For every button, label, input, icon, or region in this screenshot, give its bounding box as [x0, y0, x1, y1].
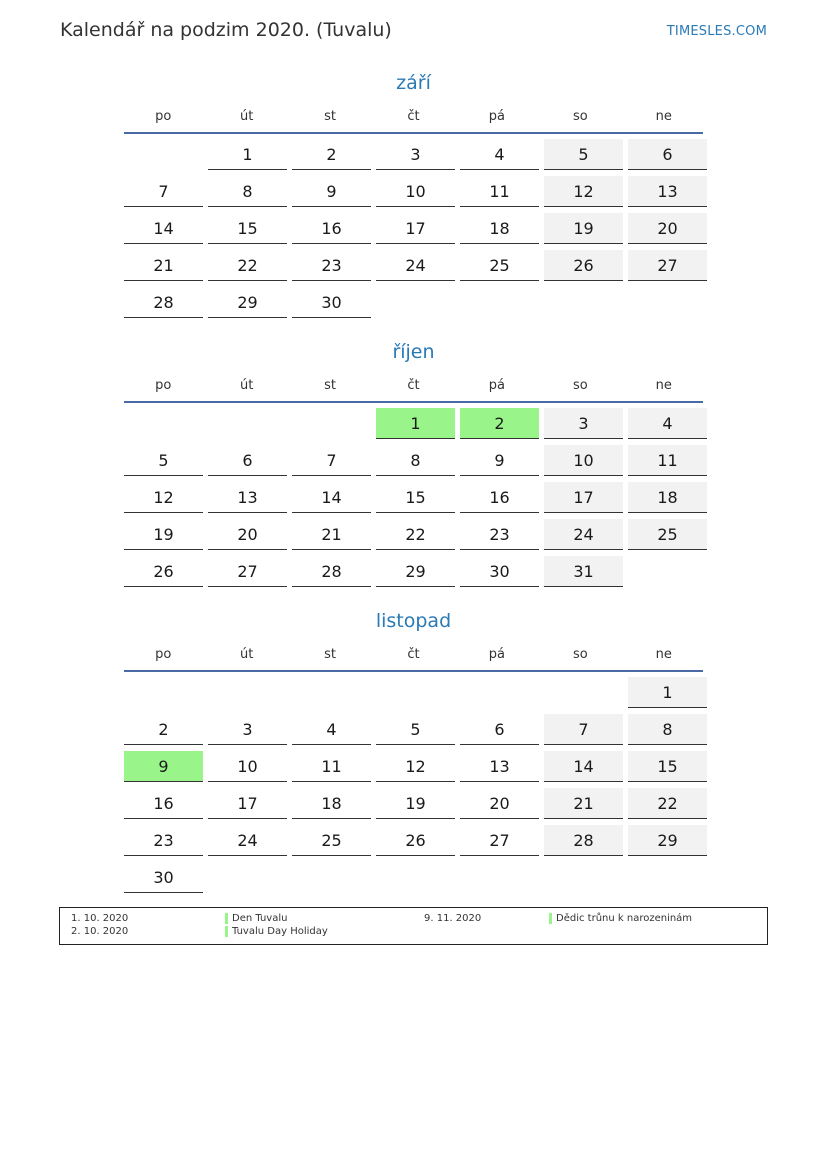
weekday-label: pá: [488, 109, 505, 124]
empty-cell: [124, 677, 203, 707]
day-cell[interactable]: 26: [544, 250, 623, 281]
weekday-label: pá: [488, 378, 505, 393]
day-cell[interactable]: 30: [124, 862, 203, 893]
day-cell[interactable]: 20: [628, 213, 707, 244]
day-cell[interactable]: 6: [628, 139, 707, 170]
holiday-legend: [59, 907, 768, 945]
day-cell[interactable]: 27: [208, 556, 287, 587]
empty-cell: [628, 556, 707, 586]
day-cell[interactable]: 22: [376, 519, 455, 550]
day-cell[interactable]: 1: [628, 677, 707, 708]
day-grid: [124, 677, 703, 893]
header-rule: [124, 401, 703, 403]
day-cell[interactable]: 14: [292, 482, 371, 513]
day-cell[interactable]: 10: [544, 445, 623, 476]
day-cell[interactable]: 25: [628, 519, 707, 550]
weekday-label: so: [572, 109, 588, 124]
holiday-day-cell[interactable]: 1: [376, 408, 455, 439]
month-title: listopad: [375, 610, 452, 632]
legend-holiday-name: Tuvalu Day Holiday: [232, 926, 328, 937]
day-cell[interactable]: 23: [124, 825, 203, 856]
day-cell[interactable]: 28: [292, 556, 371, 587]
day-cell[interactable]: 18: [292, 788, 371, 819]
month-title: září: [396, 72, 431, 94]
weekday-header: [124, 374, 703, 401]
day-cell[interactable]: 17: [208, 788, 287, 819]
empty-cell: [376, 287, 455, 317]
day-cell[interactable]: 25: [292, 825, 371, 856]
weekday-label: st: [324, 378, 336, 393]
day-cell[interactable]: 11: [628, 445, 707, 476]
weekday-label: pá: [488, 647, 505, 662]
day-cell[interactable]: 15: [376, 482, 455, 513]
day-cell[interactable]: 18: [460, 213, 539, 244]
day-cell[interactable]: 24: [544, 519, 623, 550]
day-cell[interactable]: 31: [544, 556, 623, 587]
day-cell[interactable]: 21: [292, 519, 371, 550]
empty-cell: [544, 862, 623, 892]
day-cell[interactable]: 22: [208, 250, 287, 281]
empty-cell: [124, 408, 203, 438]
holiday-day-cell[interactable]: 2: [460, 408, 539, 439]
weekday-header: [124, 643, 703, 670]
day-cell[interactable]: 26: [124, 556, 203, 587]
legend-holiday-name: Den Tuvalu: [232, 913, 288, 924]
empty-cell: [124, 139, 203, 169]
day-cell[interactable]: 2: [292, 139, 371, 170]
day-cell[interactable]: 15: [628, 751, 707, 782]
weekday-label: po: [155, 109, 172, 124]
day-cell[interactable]: 24: [376, 250, 455, 281]
day-cell[interactable]: 20: [460, 788, 539, 819]
empty-cell: [544, 677, 623, 707]
empty-cell: [292, 862, 371, 892]
day-cell[interactable]: 16: [460, 482, 539, 513]
day-cell[interactable]: 16: [124, 788, 203, 819]
day-cell[interactable]: 4: [628, 408, 707, 439]
weekday-label: po: [155, 378, 172, 393]
day-cell[interactable]: 5: [544, 139, 623, 170]
empty-cell: [208, 408, 287, 438]
day-cell[interactable]: 14: [124, 213, 203, 244]
day-cell[interactable]: 28: [124, 287, 203, 318]
legend-holiday-name: Dědic trůnu k narozeninám: [556, 913, 693, 924]
empty-cell: [292, 677, 371, 707]
weekday-label: po: [155, 647, 172, 662]
weekday-label: čt: [407, 109, 420, 124]
weekday-label: ne: [655, 378, 672, 393]
weekday-label: ne: [655, 109, 672, 124]
day-cell[interactable]: 16: [292, 213, 371, 244]
empty-cell: [376, 862, 455, 892]
day-cell[interactable]: 28: [544, 825, 623, 856]
day-cell[interactable]: 19: [544, 213, 623, 244]
day-cell[interactable]: 20: [208, 519, 287, 550]
day-cell[interactable]: 11: [292, 751, 371, 782]
header-rule: [124, 132, 703, 134]
day-grid: [124, 139, 703, 318]
day-cell[interactable]: 22: [628, 788, 707, 819]
day-cell[interactable]: 6: [208, 445, 287, 476]
day-cell[interactable]: 13: [208, 482, 287, 513]
day-cell[interactable]: 9: [292, 176, 371, 207]
day-cell[interactable]: 21: [124, 250, 203, 281]
month-october: [124, 337, 703, 587]
day-cell[interactable]: 6: [460, 714, 539, 745]
empty-cell: [460, 862, 539, 892]
day-cell[interactable]: 29: [208, 287, 287, 318]
holiday-day-cell[interactable]: 9: [124, 751, 203, 782]
holiday-marker: [225, 913, 228, 924]
empty-cell: [460, 677, 539, 707]
day-cell[interactable]: 19: [124, 519, 203, 550]
day-cell[interactable]: 25: [460, 250, 539, 281]
holiday-marker: [549, 913, 552, 924]
day-cell[interactable]: 17: [544, 482, 623, 513]
page-title: Kalendář na podzim 2020. (Tuvalu): [60, 19, 392, 41]
day-cell[interactable]: 17: [376, 213, 455, 244]
day-cell[interactable]: 9: [460, 445, 539, 476]
day-cell[interactable]: 2: [124, 714, 203, 745]
day-cell[interactable]: 23: [292, 250, 371, 281]
weekday-label: út: [239, 109, 254, 124]
weekday-label: st: [324, 647, 336, 662]
day-cell[interactable]: 12: [544, 176, 623, 207]
day-cell[interactable]: 8: [208, 176, 287, 207]
day-cell[interactable]: 5: [376, 714, 455, 745]
day-cell[interactable]: 24: [208, 825, 287, 856]
day-grid: [124, 408, 703, 587]
day-cell[interactable]: 3: [544, 408, 623, 439]
day-cell[interactable]: 23: [460, 519, 539, 550]
header-rule: [124, 670, 703, 672]
weekday-label: ne: [655, 647, 672, 662]
empty-cell: [544, 287, 623, 317]
day-cell[interactable]: 11: [460, 176, 539, 207]
day-cell[interactable]: 1: [208, 139, 287, 170]
weekday-label: st: [324, 109, 336, 124]
day-cell[interactable]: 15: [208, 213, 287, 244]
day-cell[interactable]: 4: [292, 714, 371, 745]
day-cell[interactable]: 3: [376, 139, 455, 170]
day-cell[interactable]: 14: [544, 751, 623, 782]
day-cell[interactable]: 30: [460, 556, 539, 587]
empty-cell: [460, 287, 539, 317]
day-cell[interactable]: 13: [628, 176, 707, 207]
month-title: říjen: [392, 341, 435, 363]
empty-cell: [628, 862, 707, 892]
day-cell[interactable]: 4: [460, 139, 539, 170]
day-cell[interactable]: 13: [460, 751, 539, 782]
day-cell[interactable]: 18: [628, 482, 707, 513]
weekday-label: so: [572, 378, 588, 393]
day-cell[interactable]: 26: [376, 825, 455, 856]
day-cell[interactable]: 8: [376, 445, 455, 476]
day-cell[interactable]: 3: [208, 714, 287, 745]
legend-date: 9. 11. 2020: [424, 913, 482, 924]
weekday-label: út: [239, 378, 254, 393]
empty-cell: [208, 677, 287, 707]
empty-cell: [628, 287, 707, 317]
empty-cell: [292, 408, 371, 438]
weekday-label: čt: [407, 378, 420, 393]
day-cell[interactable]: 19: [376, 788, 455, 819]
holiday-marker: [225, 926, 228, 937]
legend-date: 1. 10. 2020: [71, 913, 129, 924]
weekday-header: [124, 105, 703, 132]
day-cell[interactable]: 30: [292, 287, 371, 318]
day-cell[interactable]: 10: [376, 176, 455, 207]
day-cell[interactable]: 7: [544, 714, 623, 745]
month-september: [124, 68, 703, 318]
day-cell[interactable]: 5: [124, 445, 203, 476]
day-cell[interactable]: 29: [376, 556, 455, 587]
weekday-label: čt: [407, 647, 420, 662]
day-cell[interactable]: 8: [628, 714, 707, 745]
day-cell[interactable]: 7: [124, 176, 203, 207]
day-cell[interactable]: 12: [124, 482, 203, 513]
empty-cell: [208, 862, 287, 892]
weekday-label: so: [572, 647, 588, 662]
day-cell[interactable]: 29: [628, 825, 707, 856]
weekday-label: út: [239, 647, 254, 662]
site-link[interactable]: TIMESLES.COM: [666, 24, 767, 39]
day-cell[interactable]: 27: [460, 825, 539, 856]
day-cell[interactable]: 21: [544, 788, 623, 819]
day-cell[interactable]: 27: [628, 250, 707, 281]
legend-date: 2. 10. 2020: [71, 926, 129, 937]
empty-cell: [376, 677, 455, 707]
day-cell[interactable]: 12: [376, 751, 455, 782]
day-cell[interactable]: 10: [208, 751, 287, 782]
day-cell[interactable]: 7: [292, 445, 371, 476]
month-november: [124, 606, 703, 893]
